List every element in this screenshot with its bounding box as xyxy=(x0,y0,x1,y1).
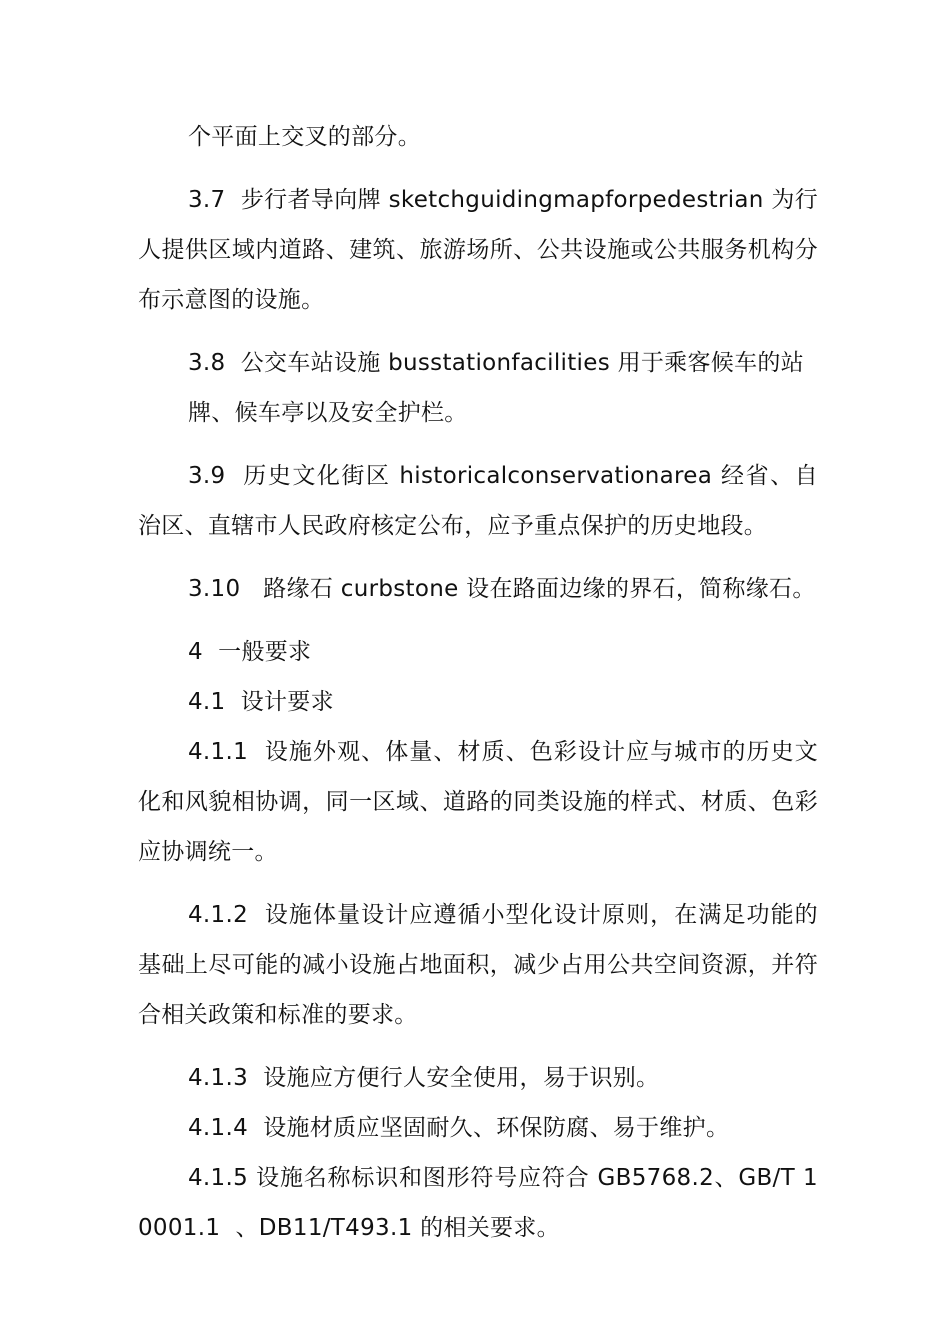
paragraph-4-1-2: 4.1.2 设施体量设计应遵循小型化设计原则，在满足功能的基础上尽可能的减小设施占地面积，减少占用公共空间资源，并符合相关政策和标准的要求。 xyxy=(138,902,818,1028)
paragraph-3-8-line2: 牌、候车亭以及安全护栏。 xyxy=(188,400,468,426)
heading-section-4: 4 一般要求 xyxy=(188,639,312,665)
paragraph-continued: 个平面上交叉的部分。 xyxy=(188,124,421,150)
paragraph-4-1-5: 4.1.5 设施名称标识和图形符号应符合 GB5768.2、GB/T 10001.1 、DB11/T493.1 的相关要求。 xyxy=(138,1165,818,1241)
paragraph-4-1-4: 4.1.4 设施材质应坚固耐久、环保防腐、易于维护。 xyxy=(188,1115,730,1141)
paragraph-3-8-line1: 3.8 公交车站设施 busstationfacilities 用于乘客候车的站 xyxy=(188,350,804,376)
paragraph-3-9: 3.9 历史文化街区 historicalconservationarea 经省、自治区、直辖市人民政府核定公布，应予重点保护的历史地段。 xyxy=(138,463,818,539)
paragraph-4-1-1: 4.1.1 设施外观、体量、材质、色彩设计应与城市的历史文化和风貌相协调，同一区域、道路的同类设施的样式、材质、色彩应协调统一。 xyxy=(138,739,818,865)
heading-section-4-1: 4.1 设计要求 xyxy=(188,689,334,715)
paragraph-4-1-3: 4.1.3 设施应方便行人安全使用，易于识别。 xyxy=(188,1065,660,1091)
paragraph-3-10: 3.10 路缘石 curbstone 设在路面边缘的界石，简称缘石。 xyxy=(188,576,816,602)
paragraph-3-7: 3.7 步行者导向牌 sketchguidingmapforpedestrian 为行人提供区域内道路、建筑、旅游场所、公共设施或公共服务机构分布示意图的设施。 xyxy=(138,187,818,313)
document-page xyxy=(138,112,818,1266)
